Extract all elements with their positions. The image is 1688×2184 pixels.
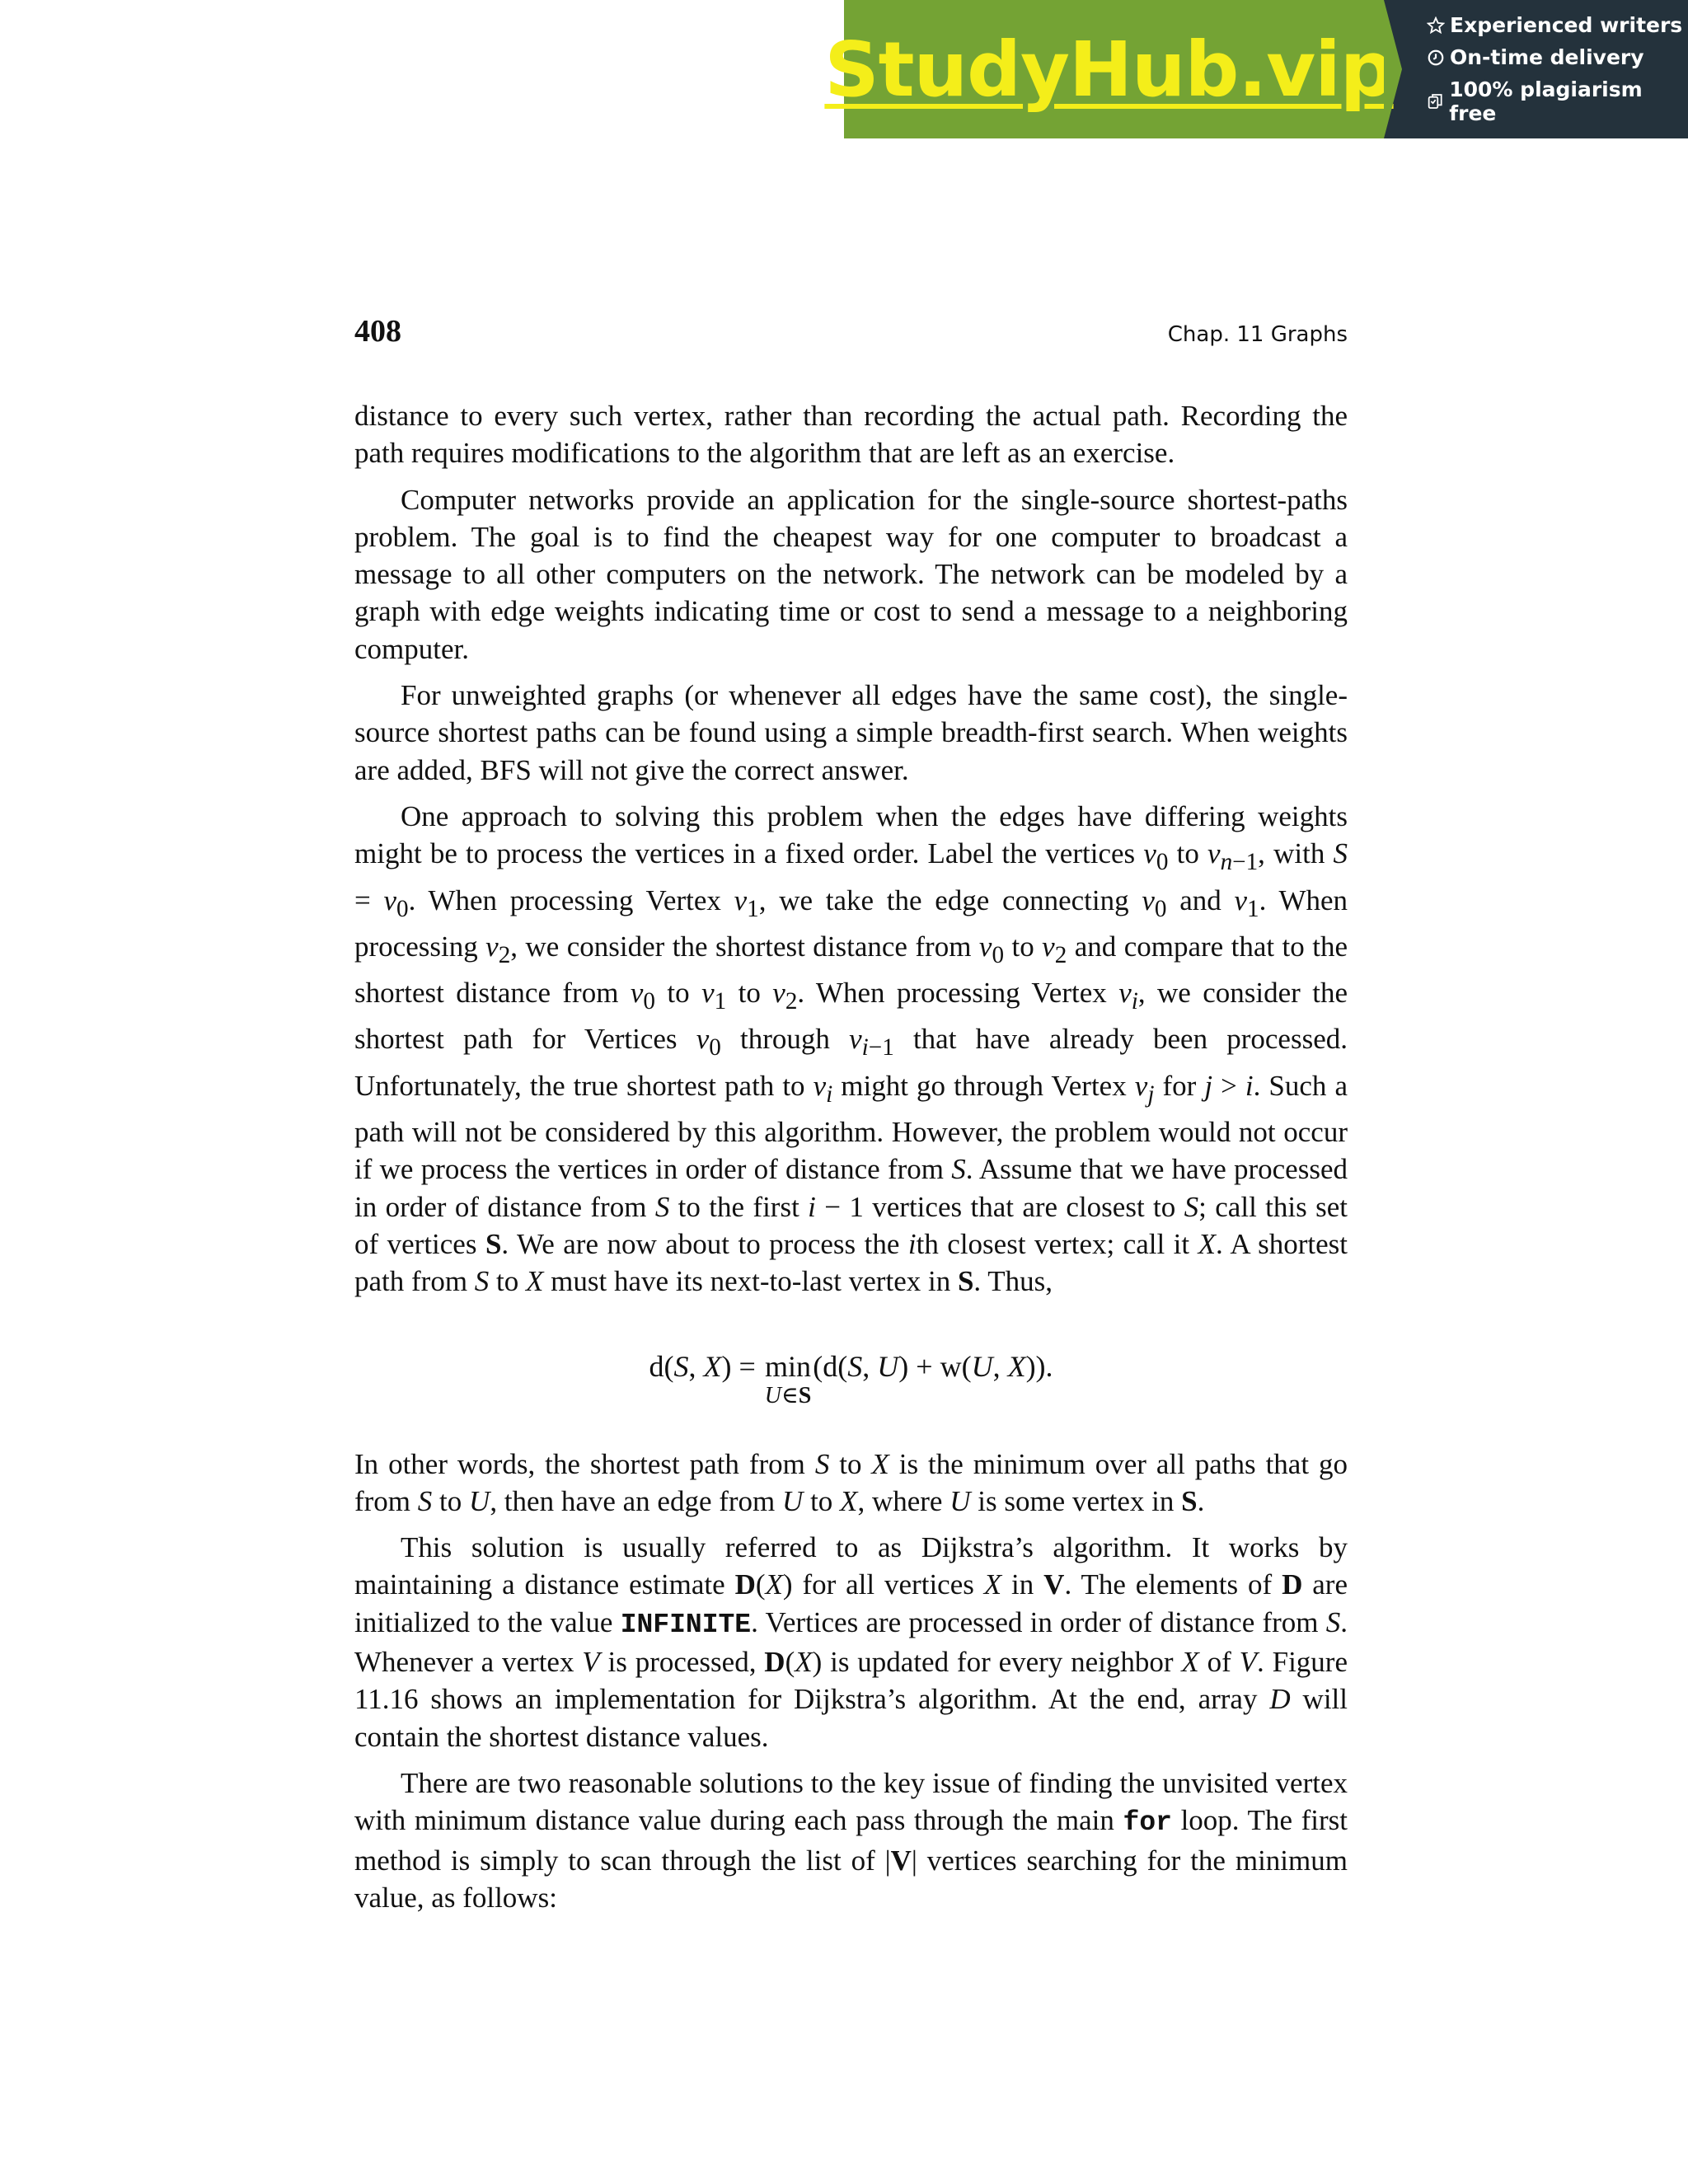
feature-item [1427,77,1688,125]
feature-label: Experienced writers [1450,13,1683,37]
feature-label: 100% plagiarism free [1449,77,1643,125]
paragraph: One approach to solving this problem when the edges have differing weights might be to process the vertices in a fixed order. Label the vertices $v_0$ to $v_{n-1}$, with $S = v_0$. When processing Vertex $v_1$, we take the edge connecting $v_0$ and $v_1$. When processing $v_2$, we consider the shortest distance from $v_0$ to $v_2$ and compare that to the shortest distance from $v_0$ to $v_1$ to $v_2$. When processing Vertex $v_i$, we consider the shortest path for Vertices $v_0$ through $v_{i-1}$ that have already been processed. Unfortunately, the true shortest path to $v_i$ might go through Vertex $v_j$ for j > i. Such a path will not be considered by this algorithm. However, the problem would not occur if we process the vertices in order of distance from S. Assume that we have processed in order of distance from S to the first i − 1 vertices that are closest to S; call this set of vertices S. We are now about to process the ith closest vertex; call it X. A shortest path from S to X must have its next-to-last vertex in S. Thus, [354,799,1348,1298]
paragraph: distance to every such vertex, rather than recording the actual path. Recording the path requires modifications to the algorithm that are left as an exercise. [354,400,1348,470]
page-body [354,397,1348,1925]
page-number: 408 [354,314,401,349]
ad-banner[interactable] [824,0,1688,138]
running-head: Chap. 11 Graphs [1167,322,1348,347]
paragraph: In other words, the shortest path from S to X is the minimum over all paths that go from S to U, then have an edge from U to X, where U is some vertex in S. [354,1447,1348,1517]
equation-min [765,1348,812,1407]
feature-item [1427,45,1688,69]
page-header [354,313,1348,363]
brand-logo[interactable]: StudyHub.vip [824,25,1394,114]
paragraph: This solution is usually referred to as Dijkstra’s algorithm. It works by maintaining a distance estimate D(X) for all vertices X in V. The elements of D are initialized to the value INFINITE. Vertices are processed in order of distance from S. Whenever a vertex V is processed, D(X) is updated for every neighbor X of V. Figure 11.16 shows an implementation for Dijkstra’s algorithm. At the end, array D will contain the shortest distance values. [354,1531,1348,1753]
feature-list [1384,0,1688,138]
paragraph: Computer networks provide an application for the single-source shortest-paths problem. The goal is to find the cheapest way for one computer to broadcast a message to all other computers on the network. The network can be modeled by a graph with edge weights indicating time or cost to send a message to a neighboring computer. [354,483,1348,665]
feature-label: On-time delivery [1450,45,1644,69]
equation-lhs: d(S, X) = [649,1349,763,1383]
paragraph: There are two reasonable solutions to the key issue of finding the unvisited vertex with minimum distance value during each pass through the main for loop. The first method is simply to scan through the list of |V| vertices searching for the minimum value, as follows: [354,1766,1348,1914]
equation-rhs: (d(S, U) + w(U, X)). [813,1349,1053,1383]
document-copy-icon [1427,92,1444,110]
equation-min-subscript: U∈S [764,1382,812,1408]
dijkstra-equation [354,1348,1348,1413]
equation-min-operator: min [765,1349,812,1383]
paragraph: For unweighted graphs (or whenever all edges have the same cost), the single-source shortest paths can be found using a simple breadth-first search. When weights are added, BFS will not give the correct answer. [354,679,1348,786]
brand-panel[interactable] [824,0,1394,138]
clock-icon [1427,49,1445,67]
star-icon [1427,16,1445,35]
feature-item [1427,13,1688,37]
